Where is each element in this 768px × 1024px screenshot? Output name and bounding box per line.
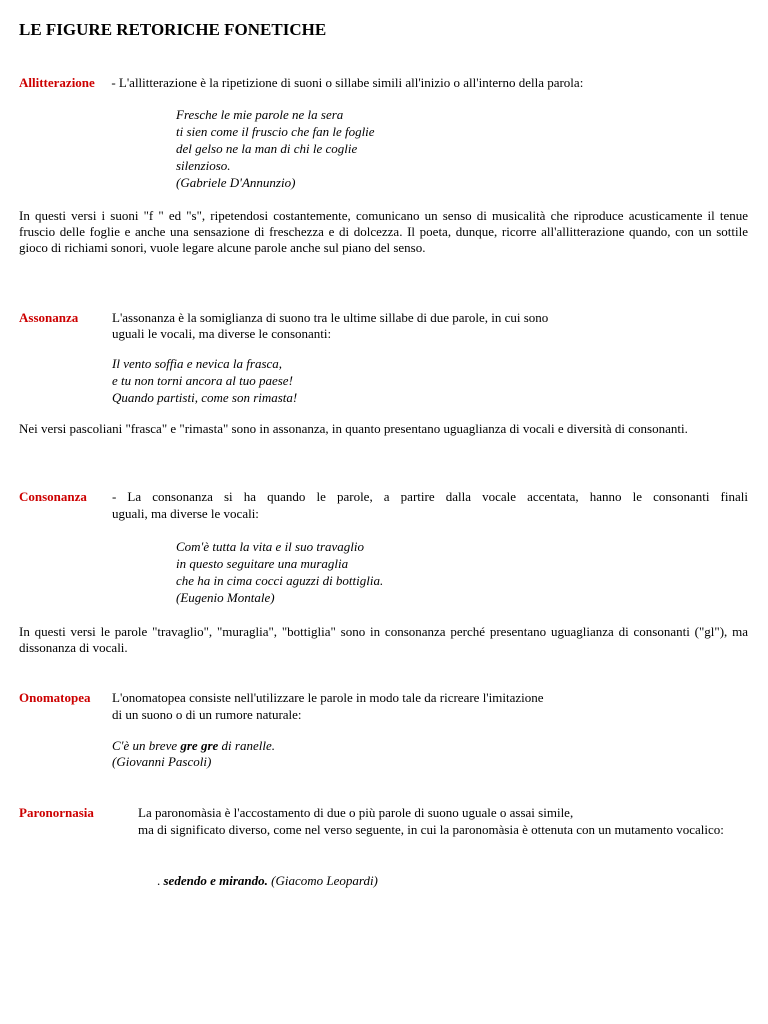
verse-prefix: C'è un breve — [112, 738, 178, 753]
verse-line: Quando partisti, come son rimasta! — [112, 390, 298, 405]
assonanza-verses — [112, 356, 297, 407]
assonanza-comment: Nei versi pascoliani "frasca" e "rimasta" sono in assonanza, in quanto presentano uguaglianza di vocali e diversità di consonanti. — [19, 421, 688, 436]
example-author: (Giacomo Leopardi) — [271, 873, 378, 888]
paronomasia-definition-rest: ma di significato diverso, come nel verso seguente, in cui la paronomàsia è ottenuta con un mutamento vocalico: — [138, 822, 724, 837]
allitterazione-verses — [176, 107, 375, 192]
consonanza-term: Consonanza — [19, 489, 87, 504]
verse-line: Com'è tutta la vita e il suo travaglio — [176, 539, 365, 554]
verse-line: in questo seguitare una muraglia — [176, 556, 349, 571]
paronomasia-definition-line1: La paronomàsia è l'accostamento di due o più parole di suono uguale o assai simile, — [138, 805, 574, 820]
allitterazione-term: Allitterazione — [19, 75, 95, 90]
verse-line: e tu non torni ancora al tuo paese! — [112, 373, 293, 388]
verse-line: Fresche le mie parole ne la sera — [176, 107, 344, 122]
assonanza-term: Assonanza — [19, 310, 79, 325]
allitterazione-definition-text: - L'allitterazione è la ripetizione di suoni o sillabe simili all'inizio o all'interno della parola: — [111, 75, 584, 90]
assonanza-definition-line1: L'assonanza è la somiglianza di suono tra le ultime sillabe di due parole, in cui sono — [112, 310, 549, 325]
verse-author: (Gabriele D'Annunzio) — [176, 175, 296, 190]
verse-line: Il vento soffia e nevica la frasca, — [112, 356, 283, 371]
allitterazione-definition — [19, 75, 749, 91]
onomatopea-verse — [112, 738, 275, 754]
allitterazione-comment: In questi versi i suoni "f " ed "s", ripetendosi costantemente, comunicano un senso di musicalità che riproduce acusticamente il tenue fruscio delle foglie e anche una sensazione di freschezza e di dolcezza. Il poeta, dunque, ricorre all'allitterazione quando, con un sottile gioco di richiami sonori, vuole legare alcune parole anche sul piano del senso. — [19, 208, 748, 255]
paronomasia-term: Paronornasia — [19, 805, 94, 820]
assonanza-definition-line2: uguali le vocali, ma diverse le consonanti: — [112, 326, 332, 341]
consonanza-verses — [176, 539, 383, 607]
onomatopea-definition-line1: L'onomatopea consiste nell'utilizzare le parole in modo tale da ricreare l'imitazione — [112, 690, 544, 705]
verse-line: ti sien come il fruscio che fan le foglie — [176, 124, 375, 139]
verse-line: del gelso ne la man di chi le coglie — [176, 141, 358, 156]
verse-line: che ha in cima cocci aguzzi di bottiglia. — [176, 573, 384, 588]
onomatopea-author: (Giovanni Pascoli) — [112, 754, 212, 769]
page-title: LE FIGURE RETORICHE FONETICHE — [19, 20, 327, 39]
example-bold: sedendo e mirando. — [163, 873, 268, 888]
consonanza-definition-line1: - La consonanza si ha quando le parole, a partire dalla vocale accentata, hanno le consonanti finali — [112, 489, 748, 504]
verse-line: silenzioso. — [176, 158, 231, 173]
paronomasia-example — [157, 873, 378, 889]
verse-author: (Eugenio Montale) — [176, 590, 275, 605]
onomatopoeia-highlight: gre gre — [180, 738, 219, 753]
onomatopea-term: Onomatopea — [19, 690, 91, 705]
consonanza-comment: In questi versi le parole "travaglio", "muraglia", "bottiglia" sono in consonanza perché presentano uguaglianza di consonanti ("gl"), ma dissonanza di vocali. — [19, 624, 748, 655]
onomatopea-definition-line2: di un suono o di un rumore naturale: — [112, 707, 302, 722]
example-prefix: . — [157, 873, 161, 888]
verse-suffix: di ranelle. — [221, 738, 275, 753]
consonanza-definition-line2: uguali, ma diverse le vocali: — [112, 506, 259, 521]
